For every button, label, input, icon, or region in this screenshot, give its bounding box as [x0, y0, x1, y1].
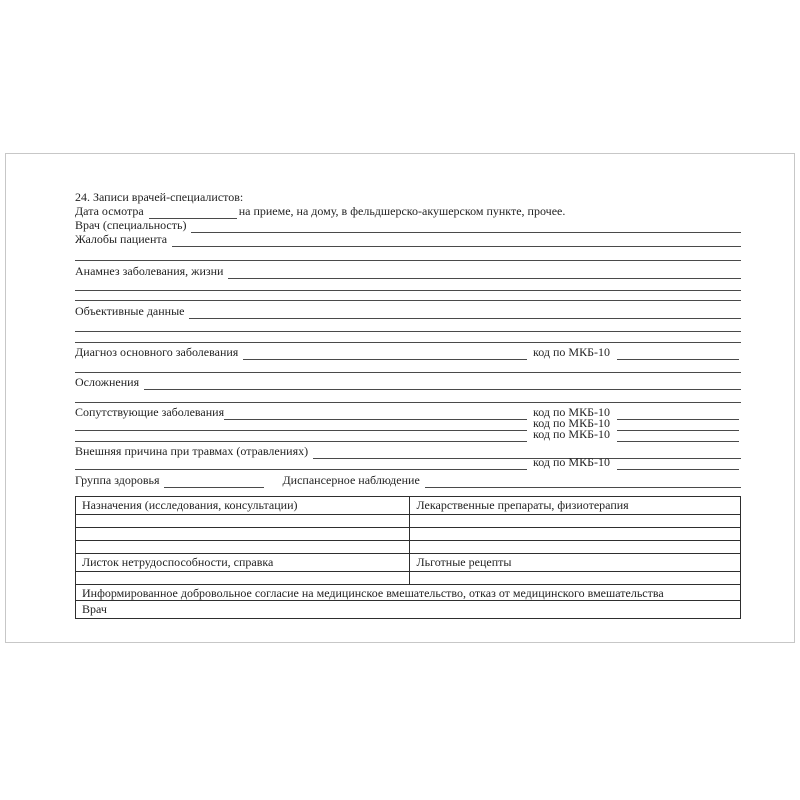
empty-cell: [410, 541, 741, 554]
complaints-continuation-row: [75, 247, 741, 261]
blank-line: [75, 299, 741, 301]
empty-cell: [76, 528, 410, 541]
external-cause-row: [75, 442, 741, 459]
blank-line: [75, 440, 527, 442]
objective-continuation-row: [75, 319, 741, 332]
doctor-specialty-blank-line: [191, 231, 741, 233]
concomitant-icd-row-3: [75, 427, 741, 442]
anamnesis-continuation-row: [75, 279, 741, 291]
table-empty-row: [76, 572, 741, 585]
table-empty-row: [76, 515, 741, 528]
section-title-row: [75, 190, 741, 205]
blank-line: [75, 371, 741, 373]
concomitant-diseases-label: Сопутствующие заболевания: [75, 405, 225, 419]
empty-cell: [410, 528, 741, 541]
objective-data-blank-line: [189, 317, 741, 319]
empty-cell: [410, 515, 741, 528]
icd10-label: код по МКБ-10: [533, 427, 610, 441]
anamnesis-blank-line: [228, 277, 741, 279]
anamnesis-row: [75, 261, 741, 279]
sick-leave-cell: Листок нетрудоспособности, справка: [76, 554, 410, 572]
icd10-label: код по МКБ-10: [533, 416, 610, 430]
blank-line: [75, 330, 741, 332]
external-cause-label: Внешняя причина при травмах (отравлениях): [75, 444, 309, 458]
icd10-code-blank-line: [617, 440, 739, 442]
dispensary-observation-label: Диспансерное наблюдение: [282, 473, 420, 487]
empty-cell: [76, 515, 410, 528]
blank-line: [75, 289, 741, 291]
exam-date-row: [75, 205, 741, 219]
icd10-code-blank-line: [617, 468, 739, 470]
objective-data-row: [75, 301, 741, 319]
privileged-recipes-cell: Льготные рецепты: [410, 554, 741, 572]
diagnosis-continuation-row: [75, 360, 741, 373]
complaints-label: Жалобы пациента: [75, 232, 168, 246]
blank-line: [75, 468, 527, 470]
complaints-row: [75, 233, 741, 247]
form-content: [75, 190, 741, 619]
empty-cell: [410, 572, 741, 585]
consent-row: [76, 585, 741, 601]
doctor-signature-row: [76, 601, 741, 619]
health-group-label: Группа здоровья: [75, 473, 160, 487]
sick-leave-row: [76, 554, 741, 572]
blank-line: [75, 259, 741, 261]
concomitant-icd-row-2: [75, 416, 741, 431]
section-title: 24. Записи врачей-специалистов:: [75, 190, 244, 204]
complications-row: [75, 373, 741, 390]
blank-line: [75, 401, 741, 403]
empty-cell: [76, 572, 410, 585]
main-diagnosis-blank-line: [243, 358, 527, 360]
icd10-code-blank-line: [617, 418, 739, 420]
icd10-label: код по МКБ-10: [533, 405, 610, 419]
health-group-row: [75, 470, 741, 488]
anamnesis-label: Анамнез заболевания, жизни: [75, 264, 224, 278]
table-header-row: [76, 497, 741, 515]
table-empty-row: [76, 528, 741, 541]
complications-label: Осложнения: [75, 375, 140, 389]
empty-cell: [76, 541, 410, 554]
exam-place-text: на приеме, на дому, в фельдшерско-акушерском пункте, прочее.: [238, 204, 566, 218]
complaints-blank-line: [172, 245, 741, 247]
assignments-header-cell: Назначения (исследования, консультации): [76, 497, 410, 515]
icd10-label: код по МКБ-10: [533, 345, 610, 359]
doctor-specialty-row: [75, 219, 741, 233]
doctor-signature-cell: Врач: [76, 601, 741, 619]
external-cause-icd-row: [75, 455, 741, 470]
icd10-code-blank-line: [617, 358, 739, 360]
main-diagnosis-row: [75, 343, 741, 360]
icd10-label: код по МКБ-10: [533, 455, 610, 469]
main-diagnosis-label: Диагноз основного заболевания: [75, 345, 239, 359]
concomitant-blank-line: [224, 418, 527, 420]
objective-data-label: Объективные данные: [75, 304, 185, 318]
complications-blank-line: [144, 388, 741, 390]
blank-line: [75, 429, 527, 431]
doctor-specialty-label: Врач (специальность): [75, 218, 187, 232]
complications-continuation-row: [75, 390, 741, 403]
objective-continuation-row-2: [75, 332, 741, 343]
consent-cell: Информированное добровольное согласие на медицинское вмешательство, отказ от медицинского вмешательства: [76, 585, 741, 601]
blank-line: [75, 341, 741, 343]
icd10-code-blank-line: [617, 429, 739, 431]
anamnesis-continuation-row-2: [75, 291, 741, 301]
concomitant-diseases-row: [75, 403, 741, 420]
dispensary-blank-line: [425, 486, 741, 488]
exam-date-label: Дата осмотра: [75, 204, 144, 218]
health-group-blank-line: [164, 486, 264, 488]
document-page: [5, 153, 795, 643]
table-empty-row: [76, 541, 741, 554]
medications-header-cell: Лекарственные препараты, физиотерапия: [410, 497, 741, 515]
appointments-table: [75, 496, 741, 619]
